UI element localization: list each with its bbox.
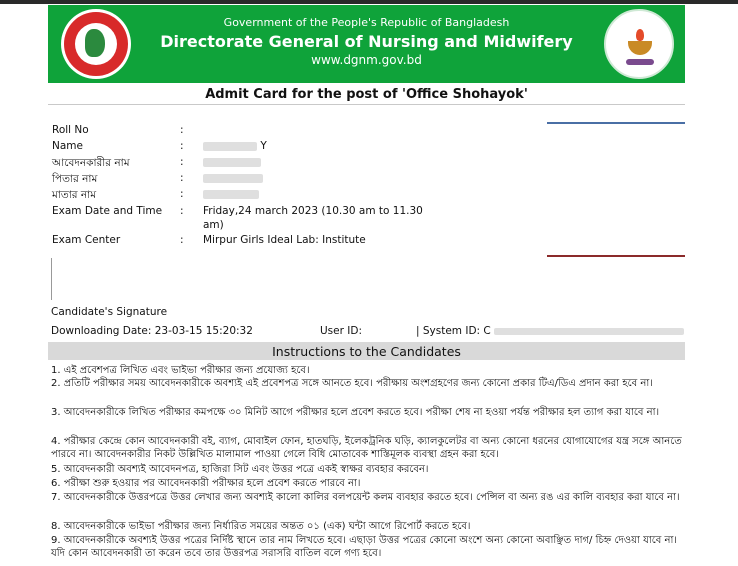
header-url: www.dgnm.gov.bd: [311, 53, 422, 67]
user-id-label: User ID:: [320, 325, 362, 337]
instruction-item: 3. আবেদনকারীকে লিখিত পরীক্ষার কমপক্ষে ৩০ মিনিট আগে পরীক্ষার হলে প্রবেশ করতে হবে। পরীক্ষা শেষ না হওয়া পর্যন্ত পরীক্ষার হল ত্যাগ করা যাবে না।: [51, 407, 660, 418]
header-government: Government of the People's Republic of Bangladesh: [223, 16, 510, 29]
photo-frame-top: [547, 122, 685, 124]
header-directorate: Directorate General of Nursing and Midwifery: [160, 32, 573, 51]
field-colon: :: [180, 234, 184, 246]
field-value-exam-center: Mirpur Girls Ideal Lab: Institute: [203, 234, 366, 246]
field-value-father: [203, 172, 263, 184]
instruction-item: 4. পরীক্ষার কেন্দ্রে কোন আবেদনকারী বই, ব্যাগ, মোবাইল ফোন, হাতঘড়ি, ইলেকট্রনিক ঘড়ি, ক্যালকুলেটর বা অন্য কোনো ধরনের যোগাযোগের যন্ত্র সঙ্গে আনতে পারবে না। আবেদনকারীর নিকট উল্লিখিত মালামাল পাওয়া গেলে বিধি মোতাবেক শাস্তিমূলক ব্যবস্থা গ্রহন করা হবে।: [51, 436, 682, 460]
redacted-text: [203, 190, 259, 199]
instruction-item: 9. আবেদনকারীকে অবশ্যই উত্তর পত্রের নির্দিষ্ট স্থানে তার নাম লিখতে হবে। এছাড়া উত্তর পত্রের কোনো অংশে অন্য কোনো অবাঞ্ছিত দাগ/ চিহ্ন দেওয়া যাবে না। যদি কোন আবেদনকারী তা করেন তবে তার উত্তরপত্র সরাসরি বাতিল বলে গণ্য হবে।: [51, 535, 677, 559]
photo-frame-bottom: [547, 255, 685, 257]
candidate-signature-label: Candidate's Signature: [51, 306, 168, 318]
field-label-name: Name: [52, 140, 83, 152]
field-colon: :: [180, 172, 184, 184]
field-colon: :: [180, 140, 184, 152]
instructions-title: Instructions to the Candidates: [272, 344, 461, 359]
dgnm-logo-icon: [604, 9, 674, 79]
field-value-applicant-name: [203, 156, 261, 168]
field-value-name: [203, 140, 267, 152]
header-banner: [48, 5, 685, 83]
instruction-item: 8. আবেদনকারীকে ভাইভা পরীক্ষার জন্য নির্ধারিত সময়ের অন্তত ০১ (এক) ঘন্টা আগে রিপোর্ট করতে হবে।: [51, 521, 471, 532]
field-label-father: পিতার নাম: [52, 173, 98, 185]
redacted-text: [494, 328, 684, 335]
instruction-item: 6. পরীক্ষা শুরু হওয়ার পর আবেদনকারী পরীক্ষার হলে প্রবেশ করতে পারবে না।: [51, 478, 361, 489]
signature-area: [51, 258, 52, 300]
instruction-item: 1. এই প্রবেশপত্র লিখিত এবং ভাইভা পরীক্ষার জন্য প্রযোজ্য হবে।: [51, 365, 310, 376]
field-label-exam-date: Exam Date and Time: [52, 205, 163, 217]
redacted-text: [203, 174, 263, 183]
field-label-exam-center: Exam Center: [52, 234, 121, 246]
field-value-name-suffix: Y: [260, 140, 267, 152]
admit-card-title: Admit Card for the post of 'Office Shohayok': [205, 87, 528, 102]
title-divider: [48, 104, 685, 105]
field-label-roll: Roll No: [52, 124, 89, 136]
field-value-mother: [203, 188, 259, 200]
field-value-exam-date: Friday,24 march 2023 (10.30 am to 11.30: [203, 205, 423, 217]
field-colon: :: [180, 205, 184, 217]
instruction-item: 7. আবেদনকারীকে উত্তরপত্রে উত্তর লেখার জন্য অবশ্যই কালো কালির বলপয়েন্ট কলম ব্যবহার করতে হবে। পেন্সিল বা অন্য রঙ এর কালি ব্যবহার করা যাবে না।: [51, 492, 680, 503]
system-id-label: [416, 325, 684, 337]
field-colon: :: [180, 156, 184, 168]
system-id-text: | System ID: C: [416, 325, 491, 337]
instructions-header: [48, 342, 685, 360]
field-colon: :: [180, 188, 184, 200]
downloading-date: Downloading Date: 23-03-15 15:20:32: [51, 325, 253, 337]
instruction-item: 5. আবেদনকারী অবশ্যই আবেদনপত্র, হাজিরা সিট এবং উত্তর পত্রে একই স্বাক্ষর ব্যবহার করবেন।: [51, 464, 429, 475]
top-edge: [0, 0, 738, 4]
field-value-exam-date-cont: am): [203, 219, 224, 231]
field-label-mother: মাতার নাম: [52, 189, 97, 201]
redacted-text: [203, 142, 257, 151]
field-colon: :: [180, 124, 184, 136]
instruction-item: 2. প্রতিটি পরীক্ষার সময় আবেদনকারীকে অবশ্যই এই প্রবেশপত্র সঙ্গে আনতে হবে। পরীক্ষায় অংশগ্রহণের জন্য কোনো প্রকার টিএ/ডিএ প্রদান করা হবে না।: [51, 378, 653, 389]
redacted-text: [203, 158, 261, 167]
field-label-applicant-name: আবেদনকারীর নাম: [52, 157, 130, 169]
